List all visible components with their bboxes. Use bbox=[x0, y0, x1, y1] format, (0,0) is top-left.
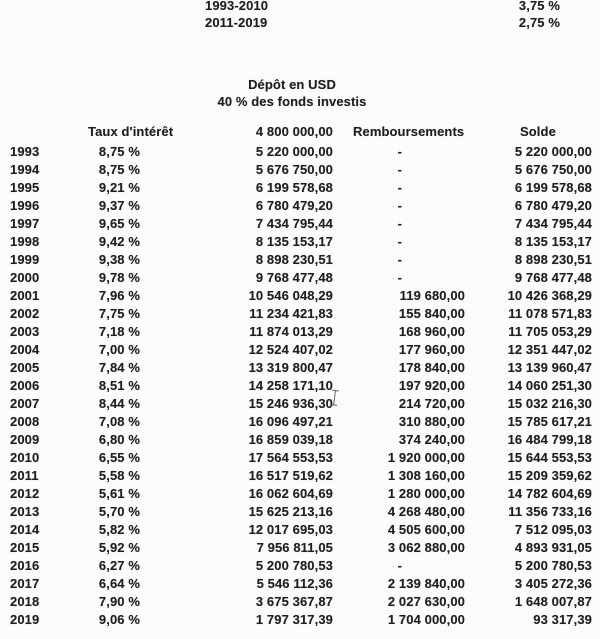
cell-interest-rate: 9,37 % bbox=[98, 198, 140, 213]
table-row bbox=[0, 161, 600, 179]
cell-balance: 1 648 007,87 bbox=[514, 594, 592, 609]
cell-deposit-amount: 16 517 519,62 bbox=[248, 468, 333, 483]
table-row bbox=[0, 251, 600, 269]
table-row bbox=[0, 323, 600, 341]
table-row bbox=[0, 179, 600, 197]
cell-balance: 8 135 153,17 bbox=[514, 234, 592, 249]
cell-interest-rate: 6,80 % bbox=[98, 432, 140, 447]
cell-deposit-amount: 5 546 112,36 bbox=[256, 576, 333, 591]
cell-deposit-amount: 6 199 578,68 bbox=[255, 180, 333, 195]
cell-interest-rate: 8,51 % bbox=[98, 378, 140, 393]
cell-interest-rate: 8,75 % bbox=[98, 162, 140, 177]
cell-year: 2007 bbox=[10, 396, 40, 411]
cell-interest-rate: 9,06 % bbox=[98, 612, 140, 627]
cell-balance: 15 785 617,21 bbox=[507, 414, 592, 429]
cell-repayments: - bbox=[397, 252, 402, 267]
table-row bbox=[0, 539, 600, 557]
cell-deposit-amount: 17 564 553,53 bbox=[248, 450, 333, 465]
cell-balance: 4 893 931,05 bbox=[514, 540, 592, 555]
cell-interest-rate: 9,78 % bbox=[98, 270, 140, 285]
cell-repayments: 214 720,00 bbox=[398, 396, 465, 411]
table-row bbox=[0, 431, 600, 449]
cell-year: 2001 bbox=[10, 288, 40, 303]
table-header-row bbox=[0, 123, 600, 141]
cell-deposit-amount: 8 898 230,51 bbox=[255, 252, 333, 267]
cell-interest-rate: 7,08 % bbox=[98, 414, 140, 429]
cell-balance: 10 426 368,29 bbox=[507, 288, 592, 303]
table-row bbox=[0, 485, 600, 503]
cell-repayments: 155 840,00 bbox=[398, 306, 465, 321]
cell-year: 2019 bbox=[10, 612, 40, 627]
cell-balance: 15 032 216,30 bbox=[507, 396, 592, 411]
cell-deposit-amount: 13 319 800,47 bbox=[248, 360, 333, 375]
section-header bbox=[0, 76, 584, 110]
cell-interest-rate: 9,65 % bbox=[98, 216, 140, 231]
table-row bbox=[0, 269, 600, 287]
cell-year: 2000 bbox=[10, 270, 40, 285]
cell-year: 2006 bbox=[10, 378, 40, 393]
cell-repayments: 119 680,00 bbox=[399, 288, 465, 303]
cell-year: 2005 bbox=[10, 360, 40, 375]
cell-interest-rate: 6,27 % bbox=[98, 558, 140, 573]
cell-repayments: 197 920,00 bbox=[398, 378, 465, 393]
cell-repayments: - bbox=[397, 144, 402, 159]
rate-period: 2011-2019 bbox=[205, 15, 268, 30]
cell-repayments: 178 840,00 bbox=[398, 360, 465, 375]
cell-balance: 93 317,39 bbox=[533, 612, 592, 627]
cell-repayments: 1 308 160,00 bbox=[387, 468, 465, 483]
cell-year: 2018 bbox=[10, 594, 40, 609]
rate-value: 3,75 % bbox=[518, 0, 560, 13]
cell-repayments: - bbox=[397, 216, 402, 231]
cell-year: 1994 bbox=[10, 162, 40, 177]
col-header-repayments: Remboursements bbox=[353, 124, 465, 139]
cell-year: 1996 bbox=[10, 198, 40, 213]
cell-interest-rate: 7,18 % bbox=[98, 324, 140, 339]
cell-balance: 5 200 780,53 bbox=[514, 558, 592, 573]
cell-year: 1993 bbox=[10, 144, 40, 159]
cell-repayments: 2 139 840,00 bbox=[387, 576, 465, 591]
cell-balance: 7 512 095,03 bbox=[514, 522, 592, 537]
cell-repayments: 177 960,00 bbox=[398, 342, 465, 357]
cell-balance: 6 199 578,68 bbox=[514, 180, 592, 195]
cell-repayments: 2 027 630,00 bbox=[387, 594, 465, 609]
cell-year: 2015 bbox=[10, 540, 40, 555]
cell-interest-rate: 7,90 % bbox=[98, 594, 140, 609]
table-row bbox=[0, 143, 600, 161]
cell-year: 2004 bbox=[10, 342, 40, 357]
cell-year: 2010 bbox=[10, 450, 40, 465]
cell-repayments: - bbox=[397, 234, 402, 249]
cell-repayments: - bbox=[397, 180, 402, 195]
table-row bbox=[0, 575, 600, 593]
cell-interest-rate: 9,42 % bbox=[98, 234, 140, 249]
table-row bbox=[0, 467, 600, 485]
cell-balance: 15 209 359,62 bbox=[507, 468, 592, 483]
cell-balance: 14 782 604,69 bbox=[507, 486, 592, 501]
cell-year: 2011 bbox=[10, 468, 39, 483]
cell-deposit-amount: 5 676 750,00 bbox=[255, 162, 333, 177]
cell-balance: 15 644 553,53 bbox=[507, 450, 592, 465]
table-row bbox=[0, 359, 600, 377]
cell-interest-rate: 6,64 % bbox=[98, 576, 140, 591]
cell-deposit-amount: 7 434 795,44 bbox=[255, 216, 333, 231]
cell-interest-rate: 5,92 % bbox=[98, 540, 140, 555]
cell-repayments: 4 268 480,00 bbox=[387, 504, 465, 519]
ibeam-cursor-icon bbox=[328, 388, 341, 407]
table-row bbox=[0, 287, 600, 305]
cell-interest-rate: 7,96 % bbox=[98, 288, 140, 303]
cell-interest-rate: 7,75 % bbox=[98, 306, 140, 321]
cell-interest-rate: 8,75 % bbox=[98, 144, 140, 159]
cell-repayments: 1 920 000,00 bbox=[387, 450, 465, 465]
cell-interest-rate: 8,44 % bbox=[98, 396, 140, 411]
cell-year: 1997 bbox=[10, 216, 40, 231]
cell-balance: 7 434 795,44 bbox=[514, 216, 592, 231]
cell-repayments: 310 880,00 bbox=[398, 414, 465, 429]
table-row bbox=[0, 341, 600, 359]
rates-summary-row bbox=[0, 14, 600, 31]
cell-year: 1998 bbox=[10, 234, 40, 249]
cell-deposit-amount: 1 797 317,39 bbox=[255, 612, 333, 627]
cell-deposit-amount: 7 956 811,05 bbox=[256, 540, 333, 555]
cell-repayments: 1 280 000,00 bbox=[387, 486, 465, 501]
section-title: Dépôt en USD bbox=[248, 77, 336, 92]
cell-year: 2009 bbox=[10, 432, 40, 447]
cell-year: 2017 bbox=[10, 576, 40, 591]
cell-deposit-amount: 16 096 497,21 bbox=[248, 414, 333, 429]
cell-deposit-amount: 6 780 479,20 bbox=[255, 198, 333, 213]
cell-deposit-amount: 3 675 367,87 bbox=[255, 594, 333, 609]
col-header-deposit-amount: 4 800 000,00 bbox=[255, 124, 333, 139]
rate-period: 1993-2010 bbox=[205, 0, 269, 13]
cell-deposit-amount: 5 200 780,53 bbox=[255, 558, 333, 573]
cell-interest-rate: 9,21 % bbox=[98, 180, 140, 195]
cell-deposit-amount: 15 625 213,16 bbox=[248, 504, 333, 519]
cell-repayments: 1 704 000,00 bbox=[387, 612, 465, 627]
col-header-balance: Solde bbox=[520, 124, 556, 139]
cell-interest-rate: 5,61 % bbox=[98, 486, 140, 501]
table-row bbox=[0, 305, 600, 323]
rate-value: 2,75 % bbox=[518, 15, 560, 30]
cell-year: 2002 bbox=[10, 306, 40, 321]
cell-deposit-amount: 8 135 153,17 bbox=[255, 234, 333, 249]
cell-year: 2013 bbox=[10, 504, 40, 519]
cell-balance: 12 351 447,02 bbox=[507, 342, 592, 357]
cell-year: 2014 bbox=[10, 522, 40, 537]
table-row bbox=[0, 503, 600, 521]
cell-interest-rate: 9,38 % bbox=[98, 252, 140, 267]
cell-balance: 6 780 479,20 bbox=[514, 198, 592, 213]
cell-interest-rate: 5,70 % bbox=[98, 504, 140, 519]
cell-interest-rate: 7,00 % bbox=[98, 342, 140, 357]
cell-year: 1999 bbox=[10, 252, 40, 267]
cell-deposit-amount: 12 524 407,02 bbox=[248, 342, 333, 357]
table-row bbox=[0, 215, 600, 233]
table-row bbox=[0, 557, 600, 575]
cell-balance: 3 405 272,36 bbox=[514, 576, 592, 591]
cell-deposit-amount: 14 258 171,10 bbox=[248, 378, 333, 393]
cell-repayments: - bbox=[397, 270, 402, 285]
cell-repayments: 168 960,00 bbox=[398, 324, 465, 339]
cell-repayments: 374 240,00 bbox=[398, 432, 465, 447]
table-row bbox=[0, 197, 600, 215]
cell-balance: 5 220 000,00 bbox=[514, 144, 592, 159]
cell-deposit-amount: 16 859 039,18 bbox=[248, 432, 333, 447]
cell-balance: 11 356 733,16 bbox=[508, 504, 592, 519]
cell-repayments: 3 062 880,00 bbox=[387, 540, 465, 555]
cell-year: 1995 bbox=[10, 180, 40, 195]
cell-balance: 9 768 477,48 bbox=[514, 270, 592, 285]
cell-balance: 11 705 053,29 bbox=[508, 324, 592, 339]
cell-repayments: - bbox=[397, 558, 402, 573]
cell-balance: 13 139 960,47 bbox=[507, 360, 592, 375]
cell-deposit-amount: 16 062 604,69 bbox=[248, 486, 333, 501]
cell-balance: 14 060 251,30 bbox=[507, 378, 592, 393]
cell-deposit-amount: 9 768 477,48 bbox=[255, 270, 333, 285]
table-body bbox=[0, 143, 600, 629]
rates-summary-row bbox=[0, 0, 600, 14]
table-row bbox=[0, 377, 600, 395]
table-row bbox=[0, 395, 600, 413]
cell-deposit-amount: 11 234 421,83 bbox=[249, 306, 333, 321]
cell-year: 2016 bbox=[10, 558, 40, 573]
cell-deposit-amount: 5 220 000,00 bbox=[255, 144, 333, 159]
table-row bbox=[0, 611, 600, 629]
cell-interest-rate: 6,55 % bbox=[98, 450, 140, 465]
table-row bbox=[0, 413, 600, 431]
col-header-interest-rate: Taux d'intérêt bbox=[88, 124, 174, 139]
cell-balance: 5 676 750,00 bbox=[514, 162, 592, 177]
cell-interest-rate: 7,84 % bbox=[98, 360, 140, 375]
cell-deposit-amount: 11 874 013,29 bbox=[249, 324, 333, 339]
cell-year: 2012 bbox=[10, 486, 40, 501]
cell-interest-rate: 5,82 % bbox=[98, 522, 140, 537]
cell-deposit-amount: 15 246 936,30 bbox=[248, 396, 333, 411]
cell-deposit-amount: 10 546 048,29 bbox=[248, 288, 333, 303]
cell-repayments: - bbox=[397, 198, 402, 213]
table-row bbox=[0, 593, 600, 611]
section-subtitle: 40 % des fonds investis bbox=[217, 94, 367, 109]
cell-interest-rate: 5,58 % bbox=[98, 468, 140, 483]
table-row bbox=[0, 233, 600, 251]
table-row bbox=[0, 521, 600, 539]
cell-deposit-amount: 12 017 695,03 bbox=[248, 522, 333, 537]
cell-year: 2008 bbox=[10, 414, 40, 429]
cell-balance: 8 898 230,51 bbox=[514, 252, 592, 267]
cell-repayments: 4 505 600,00 bbox=[387, 522, 465, 537]
cell-balance: 16 484 799,18 bbox=[507, 432, 592, 447]
cell-balance: 11 078 571,83 bbox=[508, 306, 592, 321]
cell-repayments: - bbox=[397, 162, 402, 177]
table-row bbox=[0, 449, 600, 467]
cell-year: 2003 bbox=[10, 324, 40, 339]
